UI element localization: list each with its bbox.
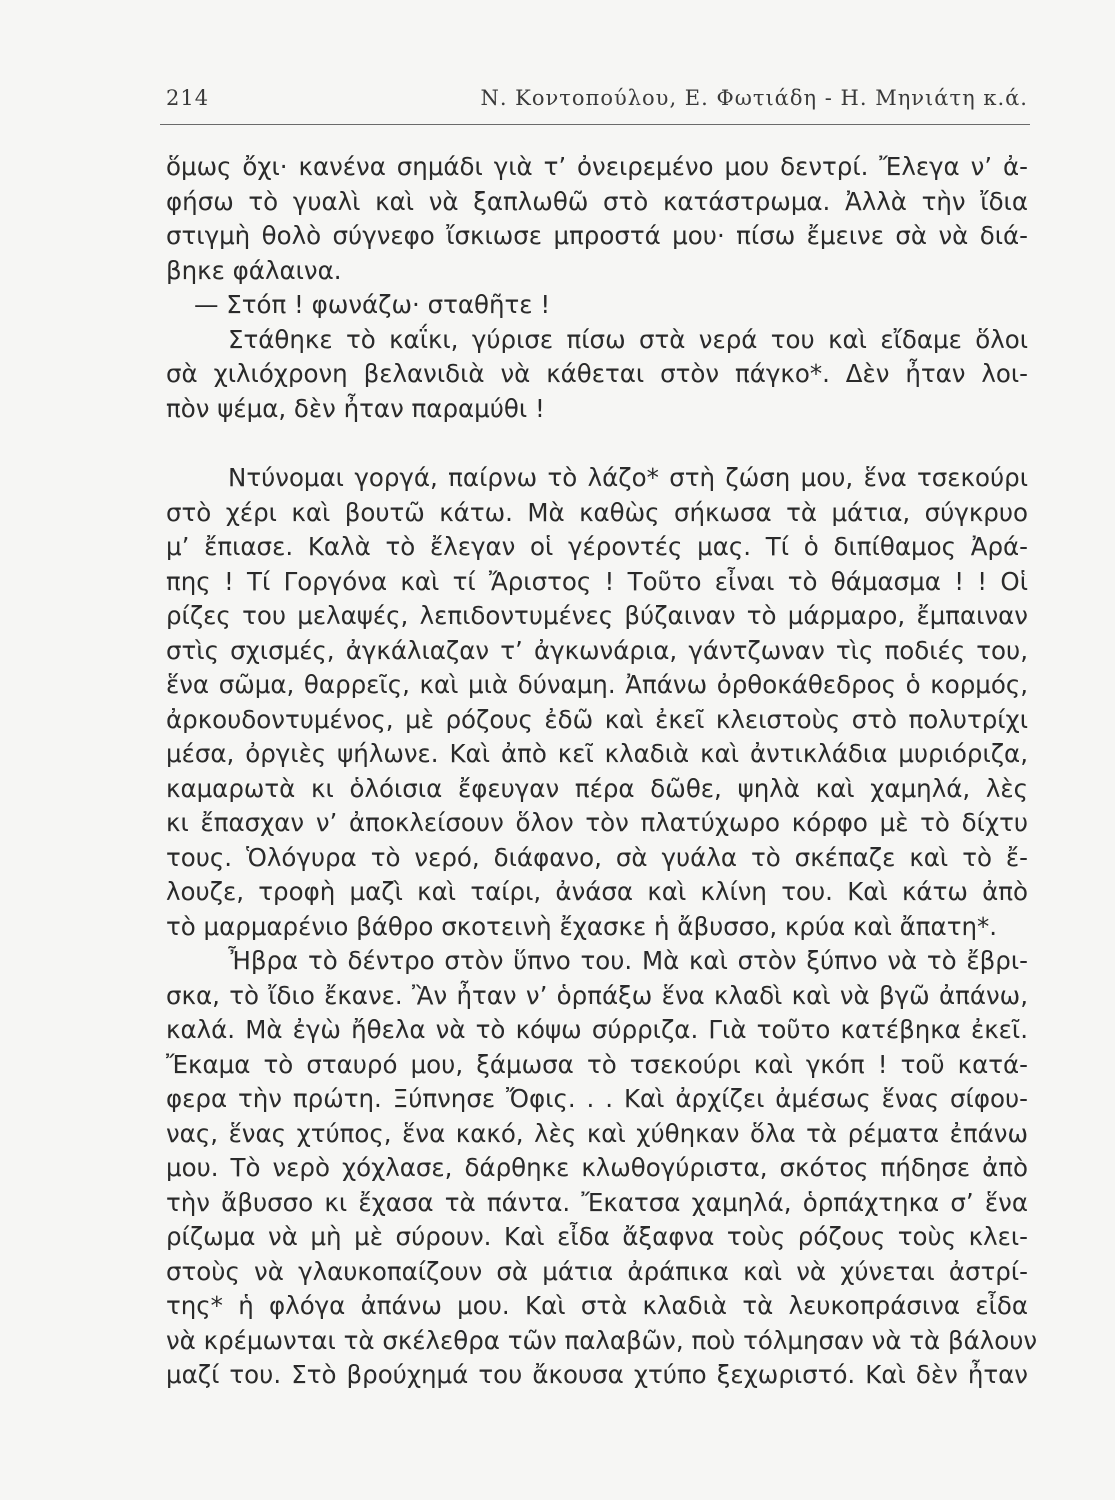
text-line: ἕνα σῶμα, θαρρεῖς, καὶ μιὰ δύναμη. Ἀπάνω ὀρθοκάθεδρος ὁ κορμός, — [166, 670, 1028, 699]
text-line: μαζί του. Στὸ βρούχημά του ἄκουσα χτύπο ξεχωριστό. Καὶ δὲν ἦταν — [166, 1360, 1028, 1389]
text-line: — Στόπ ! φωνάζω· σταθῆτε ! — [194, 290, 551, 319]
paragraph-gap — [166, 426, 1028, 461]
text-line: Ντύνομαι γοργά, παίρνω τὸ λάζο* στὴ ζώση μου, ἕνα τσεκούρι — [228, 463, 1028, 492]
text-line: βηκε φάλαινα. — [166, 255, 342, 285]
text-line: στὸ χέρι καὶ βουτῶ κάτω. Μὰ καθὼς σήκωσα τὰ μάτια, σύγκρυο — [166, 497, 1028, 527]
text-line: ρίζες του μελαψές, λεπιδοντυμένες βύζαιναν τὸ μάρμαρο, ἔμπαιναν — [166, 601, 1028, 630]
text-line: νὰ κρέμωνται τὰ σκέλεθρα τῶν παλαβῶν, ποὺ τόλμησαν νὰ τὰ βάλουν — [166, 1325, 1038, 1355]
text-line: Ἔκαμα τὸ σταυρό μου, ξάμωσα τὸ τσεκούρι καὶ γκόπ ! τοῦ κατά- — [166, 1049, 1028, 1079]
running-head: Ν. Κοντοπούλου, Ε. Φωτιάδη - Η. Μηνιάτη κ.ά. — [480, 86, 1028, 110]
text-line: πὸν ψέμα, δὲν ἦταν παραμύθι ! — [166, 393, 545, 423]
text-line: τὸ μαρμαρένιο βάθρο σκοτεινὴ ἔχασκε ἡ ἄβυσσο, κρύα καὶ ἄπατη*. — [166, 911, 998, 941]
header-rule — [160, 124, 1030, 125]
text-line: ὅμως ὄχι· κανένα σημάδι γιὰ τ’ ὀνειρεμένο μου δεντρί. Ἔλεγα ν’ ἀ- — [166, 152, 1028, 181]
text-line: στὶς σχισμές, ἀγκάλιαζαν τ’ ἀγκωνάρια, γάντζωναν τὶς ποδιές του, — [166, 635, 1028, 665]
text-line: σὰ χιλιόχρονη βελανιδιὰ νὰ κάθεται στὸν πάγκο*. Δὲν ἦταν λοι- — [166, 359, 1028, 388]
body-text — [166, 150, 1038, 1393]
text-line: ρίζωμα νὰ μὴ μὲ σύρουν. Καὶ εἶδα ἄξαφνα τοὺς ρόζους τοὺς κλει- — [166, 1222, 1028, 1251]
text-line: λουζε, τροφὴ μαζὶ καὶ ταίρι, ἀνάσα καὶ κλίνη του. Καὶ κάτω ἀπὸ — [166, 877, 1028, 906]
text-line: πης ! Τί Γοργόνα καὶ τί Ἄριστος ! Τοῦτο εἶναι τὸ θάμασμα ! ! Οἱ — [166, 566, 1028, 596]
text-line: τὴν ἄβυσσο κι ἔχασα τὰ πάντα. Ἔκατσα χαμηλά, ὁρπάχτηκα σ’ ἕνα — [166, 1187, 1028, 1217]
text-line: Στάθηκε τὸ καΐκι, γύρισε πίσω στὰ νερά του καὶ εἴδαμε ὅλοι — [228, 324, 1028, 354]
text-line: της* ἡ φλόγα ἀπάνω μου. Καὶ στὰ κλαδιὰ τὰ λευκοπράσινα εἶδα — [166, 1291, 1028, 1320]
text-line: ἀρκουδοντυμένος, μὲ ρόζους ἐδῶ καὶ ἐκεῖ κλειστοὺς στὸ πολυτρίχι — [166, 704, 1028, 734]
page-header — [166, 86, 1028, 122]
text-line: Ἦβρα τὸ δέντρο στὸν ὕπνο του. Μὰ καὶ στὸν ξύπνο νὰ τὸ ἔβρι- — [228, 946, 1028, 975]
page-number: 214 — [166, 86, 210, 110]
text-line: τους. Ὁλόγυρα τὸ νερό, διάφανο, σὰ γυάλα τὸ σκέπαζε καὶ τὸ ἔ- — [166, 842, 1028, 872]
text-line: καμαρωτὰ κι ὁλόισια ἔφευγαν πέρα δῶθε, ψηλὰ καὶ χαμηλά, λὲς — [166, 773, 1028, 803]
text-line: σκα, τὸ ἴδιο ἔκανε. Ἂν ἦταν ν’ ὁρπάξω ἕνα κλαδὶ καὶ νὰ βγῶ ἀπάνω, — [166, 980, 1028, 1010]
text-line: φερα τὴν πρώτη. Ξύπνησε Ὄφις. . . Καὶ ἀρχίζει ἀμέσως ἕνας σίφου- — [166, 1084, 1028, 1113]
text-line: καλά. Μὰ ἐγὼ ἤθελα νὰ τὸ κόψω σύρριζα. Γιὰ τοῦτο κατέβηκα ἐκεῖ. — [166, 1015, 1028, 1044]
text-line: νας, ἕνας χτύπος, ἕνα κακό, λὲς καὶ χύθηκαν ὅλα τὰ ρέματα ἐπάνω — [166, 1118, 1028, 1148]
text-line: μ’ ἔπιασε. Καλὰ τὸ ἔλεγαν οἱ γέροντές μας. Τί ὁ διπίθαμος Ἀρά- — [166, 532, 1028, 561]
text-line: στοὺς νὰ γλαυκοπαίζουν σὰ μάτια ἀράπικα καὶ νὰ χύνεται ἀστρί- — [166, 1256, 1028, 1286]
text-line: φήσω τὸ γυαλὶ καὶ νὰ ξαπλωθῶ στὸ κατάστρωμα. Ἀλλὰ τὴν ἴδια — [166, 186, 1028, 216]
text-line: μέσα, ὀργιὲς ψήλωνε. Καὶ ἀπὸ κεῖ κλαδιὰ καὶ ἀντικλάδια μυριόριζα, — [166, 739, 1028, 768]
text-line: μου. Τὸ νερὸ χόχλασε, δάρθηκε κλωθογύριστα, σκότος πήδησε ἀπὸ — [166, 1153, 1028, 1182]
text-line: κι ἔπασχαν ν’ ἀποκλείσουν ὅλον τὸν πλατύχωρο κόρφο μὲ τὸ δίχτυ — [166, 808, 1028, 837]
text-line: στιγμὴ θολὸ σύγνεφο ἴσκιωσε μπροστά μου· πίσω ἔμεινε σὰ νὰ διά- — [166, 221, 1028, 250]
